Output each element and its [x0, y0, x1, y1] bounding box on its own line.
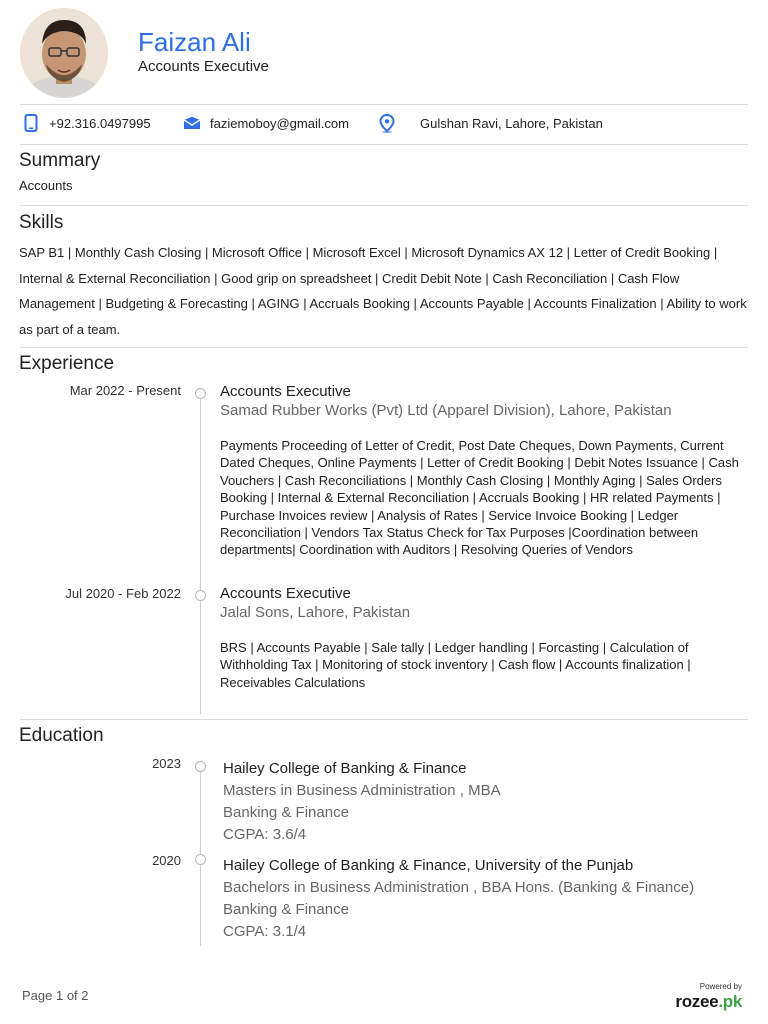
education-grade: CGPA: 3.1/4 [223, 923, 307, 940]
education-year: 2023 [152, 756, 181, 771]
avatar [20, 8, 108, 98]
summary-text: Accounts [19, 178, 73, 193]
candidate-name: Faizan Ali [138, 27, 251, 57]
timeline-dot [195, 761, 206, 772]
experience-description: Payments Proceeding of Letter of Credit, Post Date Cheques, Down Payments, Current Dated Cheques, Online Payments | Letter of Credit Booking | Debit Notes Issuance | Cash Vouchers | Cash Reconciliations | Monthly Cash Closing | Monthly Aging | Sales Orders Booking | Internal & External Reconciliation | Accruals Booking | HR related Payments | Purchase Invoices review | Analysis of Rates | Service Invoice Booking | Ledger Reconciliation | Vendors Tax Status Check for Tax Purposes |Coordination between departments| Coordination with Auditors | Resolving Queries of Vendors [220, 438, 739, 558]
experience-timeline [200, 396, 201, 714]
education-institution: Hailey College of Banking & Finance [223, 760, 467, 777]
skills-heading: Skills [19, 212, 64, 233]
page-number: Page 1 of 2 [22, 988, 89, 1003]
education-grade: CGPA: 3.6/4 [223, 826, 307, 843]
experience-date: Jul 2020 - Feb 2022 [65, 586, 181, 601]
education-degree: Masters in Business Administration , MBA [223, 782, 501, 799]
contact-email[interactable] [183, 112, 349, 134]
contact-phone[interactable] [22, 112, 151, 134]
email-text: faziemoboy@gmail.com [210, 115, 349, 131]
profile-photo [20, 8, 108, 98]
phone-icon [22, 114, 40, 132]
experience-description: BRS | Accounts Payable | Sale tally | Ledger handling | Forcasting | Calculation of Withholding Tax | Monitoring of stock inventory | Cash flow | Accounts finalization | Receivables Calculations [220, 640, 691, 690]
phone-text: +92.316.0497995 [49, 115, 151, 131]
timeline-dot [195, 854, 206, 865]
candidate-role: Accounts Executive [138, 58, 269, 75]
brand-name: rozee [675, 992, 719, 1011]
email-icon [183, 114, 201, 132]
divider [20, 719, 748, 720]
powered-by-logo[interactable] [675, 982, 742, 1011]
timeline-dot [195, 590, 206, 601]
summary-heading: Summary [19, 150, 101, 171]
education-degree: Bachelors in Business Administration , BBA Hons. (Banking & Finance) [223, 879, 695, 896]
experience-date: Mar 2022 - Present [69, 383, 181, 398]
divider [20, 347, 748, 348]
experience-title: Accounts Executive [220, 585, 351, 602]
education-field: Banking & Finance [223, 804, 349, 821]
brand-suffix: .pk [718, 992, 742, 1011]
brand-logo [675, 992, 742, 1011]
location-text: Gulshan Ravi, Lahore, Pakistan [420, 115, 603, 131]
experience-title: Accounts Executive [220, 383, 351, 400]
divider [20, 144, 748, 145]
education-year: 2020 [152, 853, 181, 868]
skills-text: SAP B1 | Monthly Cash Closing | Microsoft Office | Microsoft Excel | Microsoft Dynamics AX 12 | Letter of Credit Booking | Internal & External Reconciliation | Good grip on spreadsheet | Credit Debit Note | Cash Reconciliation | Cash Flow Management | Budgeting & Forecasting | AGING | Accruals Booking | Accounts Payable | Accounts Finalization | Ability to work as part of a team. [19, 245, 747, 337]
education-heading: Education [19, 725, 104, 746]
timeline-dot [195, 388, 206, 399]
experience-company: Jalal Sons, Lahore, Pakistan [220, 604, 411, 621]
location-pin-icon [378, 114, 396, 132]
education-field: Banking & Finance [223, 901, 349, 918]
education-institution: Hailey College of Banking & Finance, University of the Punjab [223, 857, 634, 874]
powered-by-label: Powered by [699, 982, 742, 991]
experience-heading: Experience [19, 353, 115, 374]
experience-company: Samad Rubber Works (Pvt) Ltd (Apparel Division), Lahore, Pakistan [220, 402, 672, 419]
contact-location [378, 112, 603, 134]
divider [20, 205, 748, 206]
divider [20, 104, 748, 105]
